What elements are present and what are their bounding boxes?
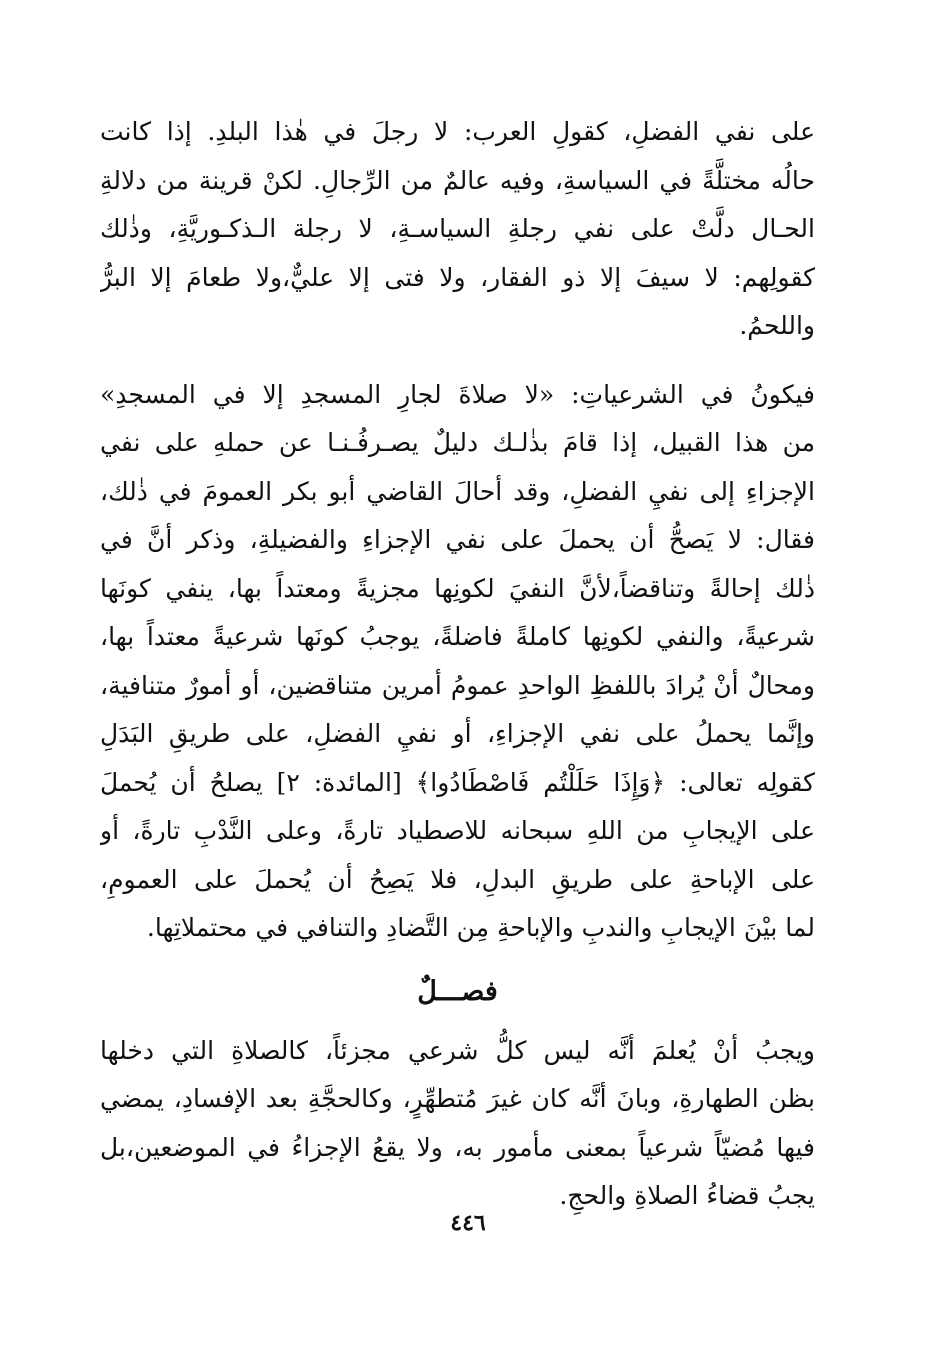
text-line: فيكونُ في الشرعياتِ: «لا صلاةَ لجارِ المسجدِ إلا في المسجدِ» xyxy=(100,379,815,409)
text-line: لما بيْنَ الإيجابِ والندبِ والإباحةِ مِن التَّضادِ والتنافي في محتملاتِها. xyxy=(146,913,815,942)
text-line: من هذا القبيل، إذا قامَ بذٰلـك دليلٌ يصـرفُـنـا عن حملهِ على نفي xyxy=(100,428,815,457)
paragraph-2 xyxy=(100,371,815,953)
text-line: على الإيجابِ من اللهِ سبحانه للاصطياد تارةً، وعلى النَّدْبِ تارةً، أو xyxy=(100,816,815,845)
page-number: ٤٤٦ xyxy=(450,1210,486,1236)
text-line: يجبُ قضاءُ الصلاةِ والحجِ. xyxy=(559,1181,815,1210)
page-body xyxy=(100,108,815,1221)
text-line: واللحمُ. xyxy=(739,311,815,340)
text-line: ذٰلك إحالةً وتناقضاً،لأنَّ النفيَ لكونِها مجزيةً ومعتداً بها، ينفي كونَها xyxy=(100,573,815,603)
text-line: كقولِهم: لا سيفَ إلا ذو الفقار، ولا فتى إلا عليٌّ،ولا طعامَ إلا البرُّ xyxy=(100,262,815,292)
text-line: الإجزاءِ إلى نفيِ الفضلِ، وقد أحالَ القاضي أبو بكر العمومَ في ذٰلك، xyxy=(100,476,815,506)
text-line: على نفي الفضلِ، كقولِ العرب: لا رجلَ في هٰذا البلدِ. إذا كانت xyxy=(100,117,815,146)
text-line: وإنَّما يحملُ على نفي الإجزاءِ، أو نفيِ الفضلِ، على طريقِ البَدَلِ xyxy=(100,719,815,748)
section-heading: فصـــلٌ xyxy=(417,975,498,1007)
text-line: كقولِه تعالى: ﴿وَإِذَا حَلَلْتُم فَاصْطَادُوا﴾ [المائدة: ٢] يصلحُ أن يُحملَ xyxy=(100,767,815,797)
text-line: شرعيةً، والنفي لكونِها كاملةً فاضلةً، يوجبُ كونَها شرعيةً معتداً بها، xyxy=(100,622,815,651)
text-line: بظن الطهارةِ، وبانَ أنَّه كان غيرَ مُتطهِّرٍ، وكالحجَّةِ بعد الإفسادِ، يمضي xyxy=(100,1084,815,1113)
text-line: على الإباحةِ على طريقِ البدلِ، فلا يَصِحُ أن يُحملَ على العمومِ، xyxy=(100,864,815,894)
text-line: الحـال دلَّتْ على نفي رجلةِ السياسـةِ، لا رجلة الـذكـوريَّةِ، وذٰلك xyxy=(100,214,815,243)
text-line: ومحالٌ أنْ يُرادَ باللفظِ الواحدِ عمومُ أمرين متناقضين، أو أمورٌ متنافية، xyxy=(100,670,815,700)
text-line: فيها مُضيّاً شرعياً بمعنى مأمور به، ولا يقعُ الإجزاءُ في الموضعين،بل xyxy=(100,1132,815,1162)
text-line: حالُه مختلَّةً في السياسةِ، وفيه عالمٌ من الرِّجالِ. لكنْ قرينة من دلالةِ xyxy=(100,165,815,195)
text-line: ويجبُ أنْ يُعلمَ أنَّه ليس كلُّ شرعي مجزئاً، كالصلاةِ التي دخلها xyxy=(100,1035,815,1065)
text-line: فقال: لا يَصحُّ أن يحملَ على نفي الإجزاءِ والفضيلةِ، وذكر أنَّ في xyxy=(100,525,815,554)
paragraph-1 xyxy=(100,108,815,351)
paragraph-3 xyxy=(100,1027,815,1221)
paragraph-spacer xyxy=(100,351,815,371)
